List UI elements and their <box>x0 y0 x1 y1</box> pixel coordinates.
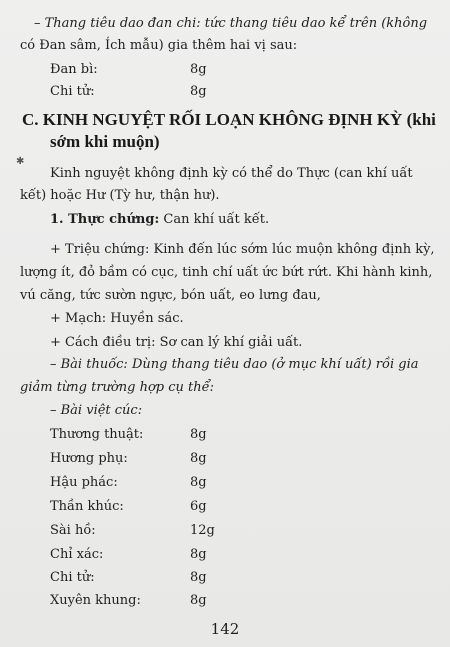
formula-ingredient-name: Hậu phác: <box>50 475 118 490</box>
formula-ingredient-qty: 8g <box>190 475 207 490</box>
intro-ingredient-name: Chi tử: <box>50 84 95 99</box>
formula-ingredient-qty: 8g <box>190 451 207 466</box>
formula-ingredient-qty: 8g <box>190 570 207 585</box>
formula-ingredient-name: Thần khúc: <box>50 499 124 514</box>
subsection-title: 1. Thực chứng: <box>50 212 160 227</box>
formula-ingredient-qty: 8g <box>190 427 207 442</box>
intro-ingredient-qty: 8g <box>190 84 207 99</box>
subsection-heading <box>50 212 269 228</box>
formula-ingredient-name: Chỉ xác: <box>50 547 104 562</box>
asterisk-mark: ✱ <box>16 156 25 167</box>
formula-title: – Bài việt cúc: <box>50 403 143 418</box>
treatment-line: + Cách điều trị: Sơ can lý khí giải uất. <box>50 335 303 350</box>
intro-ingredient-qty: 8g <box>190 62 207 77</box>
intro-line-1: – Thang tiêu dao đan chi: tức thang tiêu dao kể trên (không <box>34 16 428 31</box>
formula-ingredient-name: Xuyên khung: <box>50 593 141 608</box>
intro-line-2: có Đan sâm, Ích mẫu) gia thêm hai vị sau: <box>20 38 298 53</box>
paragraph-line-1: Kinh nguyệt không định kỳ có thể do Thực (can khí uất <box>50 166 413 181</box>
section-title-line-1: C. KINH NGUYỆT RỐI LOẠN KHÔNG ĐỊNH KỲ (khi <box>22 110 436 129</box>
paragraph-line-2: kết) hoặc Hư (Tỳ hư, thận hư). <box>20 188 220 203</box>
remedy-line-2: giảm từng trường hợp cụ thể: <box>20 380 214 395</box>
intro-ingredient-name: Đan bì: <box>50 62 98 77</box>
formula-ingredient-name: Chi tử: <box>50 570 95 585</box>
symptoms-line-2: lượng ít, đỏ bầm có cục, tinh chí uất ức bứt rứt. Khi hành kinh, <box>20 265 433 280</box>
section-title-line-2: sớm khi muộn) <box>50 132 160 151</box>
symptoms-line-3: vú căng, tức sườn ngực, bón uất, eo lưng đau, <box>20 288 321 303</box>
remedy-line-1: – Bài thuốc: Dùng thang tiêu dao (ở mục khí uất) rồi gia <box>50 357 419 372</box>
pulse-line: + Mạch: Huyền sác. <box>50 311 184 326</box>
formula-ingredient-qty: 8g <box>190 547 207 562</box>
formula-ingredient-qty: 12g <box>190 523 215 538</box>
formula-ingredient-qty: 8g <box>190 593 207 608</box>
page-number: 142 <box>210 620 240 638</box>
formula-ingredient-qty: 6g <box>190 499 207 514</box>
formula-ingredient-name: Thương thuật: <box>50 427 144 442</box>
formula-ingredient-name: Sài hồ: <box>50 523 96 538</box>
subsection-desc: Can khí uất kết. <box>163 212 270 227</box>
formula-ingredient-name: Hương phụ: <box>50 451 128 466</box>
symptoms-line-1: + Triệu chứng: Kinh đến lúc sớm lúc muộn không định kỳ, <box>50 242 435 257</box>
